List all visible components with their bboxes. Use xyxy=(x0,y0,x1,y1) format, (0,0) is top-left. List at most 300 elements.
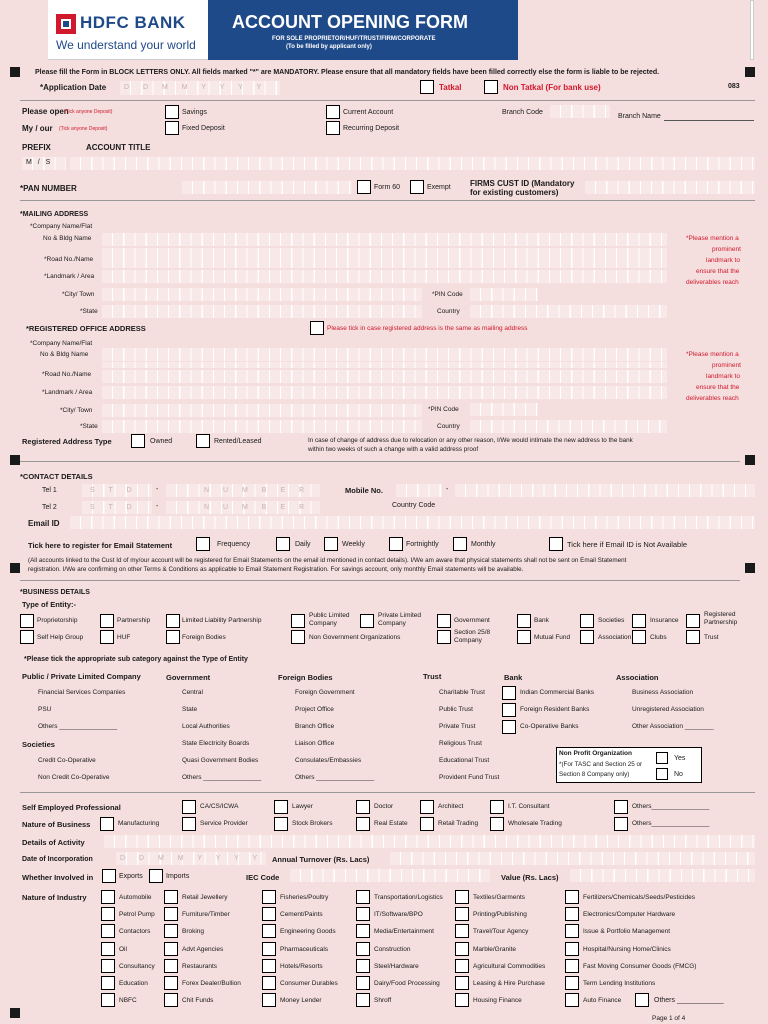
imports-label: Imports xyxy=(166,873,190,880)
entity-label: Company xyxy=(378,620,406,627)
entity-checkbox[interactable] xyxy=(360,614,374,628)
industry-option: Fast Moving Consumer Goods (FMCG) xyxy=(583,962,697,970)
sub-foreign-label: Others ________________ xyxy=(295,774,375,781)
industry-checkbox[interactable] xyxy=(164,890,178,904)
entity-checkbox[interactable] xyxy=(20,614,34,628)
entity-checkbox[interactable] xyxy=(100,614,114,628)
selfemp-label: Self Employed Professional xyxy=(22,803,121,812)
entity-label: Government xyxy=(454,617,490,624)
iec-field[interactable] xyxy=(290,869,490,882)
doi-label: Date of Incorporation xyxy=(22,856,93,863)
mailing-city-field[interactable] xyxy=(102,288,422,301)
mobile-label: Mobile No. xyxy=(345,486,383,495)
divider xyxy=(20,792,755,793)
industry-checkbox[interactable] xyxy=(356,924,370,938)
form-title: ACCOUNT OPENING FORM xyxy=(232,12,468,32)
sub-trust-checkbox[interactable] xyxy=(421,686,435,700)
entity-label: Limited Liability Partnership xyxy=(182,617,262,624)
tel2-dash: - xyxy=(156,503,159,510)
sub-trust-checkbox[interactable] xyxy=(421,771,435,785)
industry-checkbox[interactable] xyxy=(565,942,579,956)
value-label: Value (Rs. Lacs) xyxy=(501,873,559,882)
industry-checkbox[interactable] xyxy=(565,924,579,938)
contact-label: *CONTACT DETAILS xyxy=(20,472,93,481)
tel1-std-placeholder: S T D xyxy=(90,487,138,494)
sub-foreign-checkbox[interactable] xyxy=(277,771,291,785)
owned-checkbox[interactable] xyxy=(131,434,145,448)
reg-company-field2[interactable] xyxy=(102,362,667,368)
industry-option: Consumer Durables xyxy=(280,980,338,987)
industry-option: Broking xyxy=(182,928,205,936)
my-our-hint: (Tick anyone Deposit) xyxy=(59,126,108,132)
fortnightly-label: Fortnightly xyxy=(406,541,439,548)
divider xyxy=(20,200,755,201)
sub-pub-label: Financial Services Companies xyxy=(38,689,126,696)
industry-checkbox[interactable] xyxy=(164,993,178,1007)
selfemp-option: CA/CS/ICWA xyxy=(200,803,239,810)
marker-square xyxy=(10,455,20,465)
entity-checkbox[interactable] xyxy=(580,630,594,644)
current-account-checkbox[interactable] xyxy=(326,105,340,119)
industry-option: Fisheries/Poultry xyxy=(280,894,329,901)
industry-option: Shroff xyxy=(374,997,392,1005)
sub-pub-heading: Public / Private Limited Company xyxy=(22,672,141,681)
industry-option: Issue & Portfolio Management xyxy=(583,928,671,936)
entity-label: Self Help Group xyxy=(37,634,84,641)
industry-checkbox[interactable] xyxy=(101,907,115,921)
same-address-label: Please tick in case registered address is the same as mailing address xyxy=(327,325,528,332)
entity-checkbox[interactable] xyxy=(291,630,305,644)
industry-option: Construction xyxy=(374,945,411,953)
reg-note-1: *Please mention a xyxy=(686,351,739,358)
selfemp-checkbox[interactable] xyxy=(490,800,504,814)
marker-square xyxy=(10,1008,20,1018)
industry-label: Nature of Industry xyxy=(22,893,87,902)
sub-assoc-checkbox[interactable] xyxy=(614,686,628,700)
entity-label: Insurance xyxy=(650,617,679,624)
mailing-label: *MAILING ADDRESS xyxy=(20,211,89,218)
email-na-checkbox[interactable] xyxy=(549,537,563,551)
industry-option: Textiles/Garments xyxy=(473,894,526,901)
sub-pub-checkbox[interactable] xyxy=(20,703,34,717)
selfemp-checkbox[interactable] xyxy=(182,800,196,814)
savings-label: Savings xyxy=(182,109,207,116)
industry-checkbox[interactable] xyxy=(164,942,178,956)
sub-soc-checkbox[interactable] xyxy=(20,771,34,785)
sub-gov-checkbox[interactable] xyxy=(164,686,178,700)
industry-checkbox[interactable] xyxy=(455,890,469,904)
tatkal-checkbox[interactable] xyxy=(420,80,434,94)
daily-label: Daily xyxy=(295,541,311,548)
nature-business-checkbox[interactable] xyxy=(420,817,434,831)
sub-bank-heading: Bank xyxy=(504,673,523,682)
entity-checkbox[interactable] xyxy=(517,630,531,644)
entity-label: Foreign Bodies xyxy=(182,634,226,641)
exports-checkbox[interactable] xyxy=(102,869,116,883)
industry-checkbox[interactable] xyxy=(262,890,276,904)
sub-pub-checkbox[interactable] xyxy=(20,686,34,700)
industry-checkbox[interactable] xyxy=(262,993,276,1007)
industry-checkbox[interactable] xyxy=(356,959,370,973)
industry-checkbox[interactable] xyxy=(164,976,178,990)
entity-checkbox[interactable] xyxy=(166,630,180,644)
sub-foreign-checkbox[interactable] xyxy=(277,754,291,768)
sub-bank-checkbox[interactable] xyxy=(502,686,516,700)
nature-business-checkbox[interactable] xyxy=(490,817,504,831)
industry-option: Pharmaceuticals xyxy=(280,945,329,953)
mailing-note-5: deliverables reach xyxy=(686,279,739,286)
tel2-label: Tel 2 xyxy=(42,504,57,511)
exempt-checkbox[interactable] xyxy=(410,180,424,194)
industry-checkbox[interactable] xyxy=(565,959,579,973)
marker-square xyxy=(745,67,755,77)
sub-assoc-label: Unregistered Association xyxy=(632,706,704,713)
frequency-label: Frequency xyxy=(217,541,251,548)
industry-option: IT/Software/BPO xyxy=(374,911,423,919)
industry-option: Travel/Tour Agency xyxy=(473,928,529,936)
sub-trust-checkbox[interactable] xyxy=(421,754,435,768)
industry-option: Automobile xyxy=(119,894,152,901)
entity-label: Partnership xyxy=(704,619,738,626)
sub-assoc-label: Business Association xyxy=(632,689,694,696)
industry-checkbox[interactable] xyxy=(455,959,469,973)
reg-country-field[interactable] xyxy=(470,420,667,433)
marker-square xyxy=(745,455,755,465)
npo-no-checkbox[interactable] xyxy=(656,768,668,780)
sub-bank-label: Foreign Resident Banks xyxy=(520,706,590,713)
sub-trust-label: Charitable Trust xyxy=(439,689,485,696)
industry-checkbox[interactable] xyxy=(455,924,469,938)
reg-city-field[interactable] xyxy=(102,404,422,417)
mailing-state-label: *State xyxy=(80,308,98,315)
sub-foreign-checkbox[interactable] xyxy=(277,703,291,717)
sub-foreign-checkbox[interactable] xyxy=(277,737,291,751)
industry-checkbox[interactable] xyxy=(262,976,276,990)
industry-option: Housing Finance xyxy=(473,997,522,1005)
npo-yes-label: Yes xyxy=(674,755,686,762)
reg-company-label: *Company Name/Flat xyxy=(30,340,93,347)
industry-checkbox[interactable] xyxy=(565,890,579,904)
reg-pin-field[interactable] xyxy=(470,403,538,416)
sub-bank-label: Co-Operative Banks xyxy=(520,723,579,730)
reg-note-4: ensure that the xyxy=(696,384,740,391)
industry-option: Education xyxy=(119,980,148,987)
industry-checkbox[interactable] xyxy=(101,959,115,973)
selfemp-checkbox[interactable] xyxy=(356,800,370,814)
weekly-label: Weekly xyxy=(342,541,365,548)
firms-cust-field[interactable] xyxy=(585,181,755,194)
mailing-city-label: *City/ Town xyxy=(62,291,95,298)
mailing-landmark-field[interactable] xyxy=(102,270,667,283)
industry-option: Oil xyxy=(119,945,127,953)
sub-gov-checkbox[interactable] xyxy=(164,737,178,751)
npo-label: Non Profit Organization xyxy=(559,750,632,757)
sub-soc-checkbox[interactable] xyxy=(20,754,34,768)
bank-tagline: We understand your world xyxy=(56,38,196,52)
sub-foreign-checkbox[interactable] xyxy=(277,686,291,700)
mailing-road-label: *Road No./Name xyxy=(44,256,94,263)
sub-foreign-label: Foreign Government xyxy=(295,689,355,696)
activity-label: Details of Activity xyxy=(22,838,85,847)
nature-business-checkbox[interactable] xyxy=(614,817,628,831)
npo-note-2: Section 8 Company only) xyxy=(559,771,630,778)
sub-assoc-checkbox[interactable] xyxy=(614,703,628,717)
sub-foreign-checkbox[interactable] xyxy=(277,720,291,734)
industry-checkbox[interactable] xyxy=(262,924,276,938)
sub-soc-heading: Societies xyxy=(22,740,55,749)
selfemp-option: Doctor xyxy=(374,803,394,810)
reg-country-label: Country xyxy=(437,423,460,430)
mailing-company-field[interactable] xyxy=(102,233,667,246)
mobile-cc-field[interactable] xyxy=(396,484,442,497)
branch-name-label: Branch Name xyxy=(618,113,661,120)
sub-foreign-label: Liaison Office xyxy=(295,740,335,747)
entity-label: Partnership xyxy=(117,617,151,624)
branch-code-label: Branch Code xyxy=(502,109,543,116)
industry-checkbox[interactable] xyxy=(455,942,469,956)
industry-checkbox[interactable] xyxy=(262,907,276,921)
nature-business-option: Real Estate xyxy=(374,820,408,827)
pan-field[interactable] xyxy=(182,181,352,194)
entity-checkbox[interactable] xyxy=(100,630,114,644)
bank-logo-icon xyxy=(56,14,76,34)
entity-checkbox[interactable] xyxy=(632,614,646,628)
industry-others-label: Others ____________ xyxy=(654,997,724,1004)
mailing-country-label: Country xyxy=(437,308,460,315)
sub-gov-checkbox[interactable] xyxy=(164,771,178,785)
industry-option: Furniture/Timber xyxy=(182,911,230,919)
industry-option: Hotels/Resorts xyxy=(280,962,323,970)
business-label: *BUSINESS DETAILS xyxy=(20,589,90,596)
reg-road-field[interactable] xyxy=(102,370,667,383)
industry-checkbox[interactable] xyxy=(101,942,115,956)
daily-checkbox[interactable] xyxy=(276,537,290,551)
industry-checkbox[interactable] xyxy=(565,993,579,1007)
sub-gov-checkbox[interactable] xyxy=(164,720,178,734)
mobile-dash: - xyxy=(446,486,449,493)
npo-note-1: *(For TASC and Section 25 or xyxy=(559,761,643,768)
mailing-country-field[interactable] xyxy=(470,305,667,318)
sub-trust-checkbox[interactable] xyxy=(421,720,435,734)
nature-business-label: Nature of Business xyxy=(22,820,91,829)
nature-business-checkbox[interactable] xyxy=(100,817,114,831)
entity-label: Non Government Organizations xyxy=(309,634,401,641)
sub-gov-label: Central xyxy=(182,689,203,696)
industry-others-checkbox[interactable] xyxy=(635,993,649,1007)
branch-name-field[interactable] xyxy=(664,113,754,121)
mobile-number-field[interactable] xyxy=(455,484,755,497)
industry-checkbox[interactable] xyxy=(101,993,115,1007)
involved-label: Whether Involved in xyxy=(22,873,94,882)
selfemp-option: Architect xyxy=(438,803,464,810)
prefix-label: PREFIX xyxy=(22,143,51,152)
form60-checkbox[interactable] xyxy=(357,180,371,194)
instruction-text: Please fill the Form in BLOCK LETTERS ONLY. All fields marked "*" are MANDATORY. Please ensure that all mandatory fields have been filled correctly else the form is liable to be rejected. xyxy=(35,69,660,76)
industry-option: Cement/Paints xyxy=(280,911,323,919)
marker-square xyxy=(10,67,20,77)
entity-checkbox[interactable] xyxy=(437,630,451,644)
entity-label: Company xyxy=(454,637,482,644)
industry-checkbox[interactable] xyxy=(101,976,115,990)
entity-checkbox[interactable] xyxy=(580,614,594,628)
reg-state-field[interactable] xyxy=(102,420,422,433)
prefix-value: M / S xyxy=(26,159,53,166)
sub-pub-label: Others ________________ xyxy=(38,723,118,730)
fixed-deposit-checkbox[interactable] xyxy=(165,121,179,135)
entity-checkbox[interactable] xyxy=(291,614,305,628)
form-code: 083 xyxy=(728,83,740,90)
entity-checkbox[interactable] xyxy=(632,630,646,644)
entity-label: Trust xyxy=(704,634,719,641)
industry-option: Contactors xyxy=(119,928,151,936)
entity-checkbox[interactable] xyxy=(517,614,531,628)
sub-bank-checkbox[interactable] xyxy=(502,720,516,734)
email-stmt-checkbox[interactable] xyxy=(196,537,210,551)
industry-option: Consultancy xyxy=(119,962,155,970)
tatkal-label: Tatkal xyxy=(439,83,462,92)
sub-foreign-label: Project Office xyxy=(295,706,334,713)
entity-checkbox[interactable] xyxy=(686,630,700,644)
email-stmt-label: Tick here to register for Email Statement xyxy=(28,541,173,550)
email-field[interactable] xyxy=(70,516,755,529)
sub-soc-label: Non Credit Co-Operative xyxy=(38,774,110,781)
reg-type-note-2: within two weeks of such a change with a valid address proof xyxy=(308,446,479,453)
mailing-bldg-label: No & Bldg Name xyxy=(43,235,92,242)
monthly-checkbox[interactable] xyxy=(453,537,467,551)
iec-label: IEC Code xyxy=(246,873,280,882)
industry-option: Agricultural Commodities xyxy=(473,962,546,970)
non-tatkal-checkbox[interactable] xyxy=(484,80,498,94)
industry-checkbox[interactable] xyxy=(356,907,370,921)
entity-label: HUF xyxy=(117,634,131,641)
entity-checkbox[interactable] xyxy=(686,614,700,628)
doi-placeholder: D D M M Y Y Y Y xyxy=(120,855,264,862)
sub-trust-label: Provident Fund Trust xyxy=(439,774,500,781)
sub-trust-checkbox[interactable] xyxy=(421,703,435,717)
nature-business-checkbox[interactable] xyxy=(182,817,196,831)
industry-checkbox[interactable] xyxy=(356,976,370,990)
reg-type-label: Registered Address Type xyxy=(22,437,112,446)
sub-trust-checkbox[interactable] xyxy=(421,737,435,751)
industry-checkbox[interactable] xyxy=(455,976,469,990)
sub-gov-heading: Government xyxy=(166,673,211,682)
current-account-label: Current Account xyxy=(343,109,394,116)
entity-label: Public Limited xyxy=(309,612,350,619)
industry-checkbox[interactable] xyxy=(356,890,370,904)
fortnightly-checkbox[interactable] xyxy=(389,537,403,551)
sub-gov-checkbox[interactable] xyxy=(164,703,178,717)
firms-cust-label: FIRMS CUST ID (Mandatory xyxy=(470,179,575,188)
nature-business-option: Retail Trading xyxy=(438,820,479,827)
industry-checkbox[interactable] xyxy=(262,959,276,973)
mailing-pin-label: *PIN Code xyxy=(432,291,463,298)
industry-checkbox[interactable] xyxy=(356,993,370,1007)
country-code-label: Country Code xyxy=(392,502,436,509)
form-for: FOR SOLE PROPRIETOR/HUF/TRUST/FIRM/CORPORATE xyxy=(272,36,436,42)
tel2-number-placeholder: N U M B E R xyxy=(204,504,311,511)
industry-checkbox[interactable] xyxy=(455,993,469,1007)
entity-label: Clubs xyxy=(650,634,667,641)
sub-assoc-checkbox[interactable] xyxy=(614,720,628,734)
bank-name: HDFC BANK xyxy=(80,13,186,32)
mailing-note-3: landmark to xyxy=(706,257,740,264)
tel1-label: Tel 1 xyxy=(42,487,57,494)
selfemp-checkbox[interactable] xyxy=(420,800,434,814)
branch-code-field[interactable] xyxy=(550,105,610,118)
entity-checkbox[interactable] xyxy=(20,630,34,644)
industry-checkbox[interactable] xyxy=(262,942,276,956)
same-address-checkbox[interactable] xyxy=(310,321,324,335)
divider xyxy=(20,461,740,462)
selfemp-checkbox[interactable] xyxy=(614,800,628,814)
mailing-state-field[interactable] xyxy=(102,305,422,318)
industry-checkbox[interactable] xyxy=(164,907,178,921)
mailing-pin-field[interactable] xyxy=(470,288,538,301)
industry-checkbox[interactable] xyxy=(356,942,370,956)
industry-checkbox[interactable] xyxy=(565,907,579,921)
entity-label: Societies xyxy=(598,617,625,624)
entity-checkbox[interactable] xyxy=(166,614,180,628)
activity-field[interactable] xyxy=(104,835,755,848)
entity-label: Association xyxy=(598,634,632,641)
turnover-field[interactable] xyxy=(390,852,755,865)
selfemp-option: I.T. Consultant xyxy=(508,803,550,810)
mailing-note-1: *Please mention a xyxy=(686,235,739,242)
industry-option: Transportation/Logistics xyxy=(374,894,443,901)
sub-bank-checkbox[interactable] xyxy=(502,703,516,717)
industry-option: NBFC xyxy=(119,997,137,1005)
industry-checkbox[interactable] xyxy=(101,924,115,938)
industry-checkbox[interactable] xyxy=(164,959,178,973)
imports-checkbox[interactable] xyxy=(149,869,163,883)
sub-trust-label: Public Trust xyxy=(439,706,473,713)
industry-checkbox[interactable] xyxy=(101,890,115,904)
sub-gov-checkbox[interactable] xyxy=(164,754,178,768)
recurring-deposit-checkbox[interactable] xyxy=(326,121,340,135)
monthly-label: Monthly xyxy=(471,541,496,548)
entity-label: Registered xyxy=(704,611,736,618)
selfemp-checkbox[interactable] xyxy=(274,800,288,814)
sub-trust-label: Religious Trust xyxy=(439,740,482,747)
nature-business-checkbox[interactable] xyxy=(356,817,370,831)
sub-foreign-label: Consulates/Embassies xyxy=(295,757,362,764)
npo-no-label: No xyxy=(674,771,683,778)
industry-option: Advt Agencies xyxy=(182,945,224,953)
rented-checkbox[interactable] xyxy=(196,434,210,448)
industry-checkbox[interactable] xyxy=(455,907,469,921)
reg-city-label: *City/ Town xyxy=(60,407,93,414)
industry-checkbox[interactable] xyxy=(164,924,178,938)
value-field[interactable] xyxy=(570,869,755,882)
savings-checkbox[interactable] xyxy=(165,105,179,119)
entity-checkbox[interactable] xyxy=(437,614,451,628)
sub-assoc-label: Other Association ________ xyxy=(632,723,714,730)
non-tatkal-label: Non Tatkal (For bank use) xyxy=(503,83,601,92)
industry-checkbox[interactable] xyxy=(565,976,579,990)
account-title-field[interactable] xyxy=(70,157,755,170)
owned-label: Owned xyxy=(150,438,173,445)
nature-business-checkbox[interactable] xyxy=(274,817,288,831)
reg-company-field[interactable] xyxy=(102,348,667,361)
reg-note-5: deliverables reach xyxy=(686,395,739,402)
sub-pub-checkbox[interactable] xyxy=(20,720,34,734)
reg-landmark-field[interactable] xyxy=(102,386,667,399)
npo-yes-checkbox[interactable] xyxy=(656,752,668,764)
mailing-road-field2[interactable] xyxy=(102,262,667,268)
weekly-checkbox[interactable] xyxy=(324,537,338,551)
turnover-label: Annual Turnover (Rs. Lacs) xyxy=(272,855,370,864)
reg-note-3: landmark to xyxy=(706,373,740,380)
